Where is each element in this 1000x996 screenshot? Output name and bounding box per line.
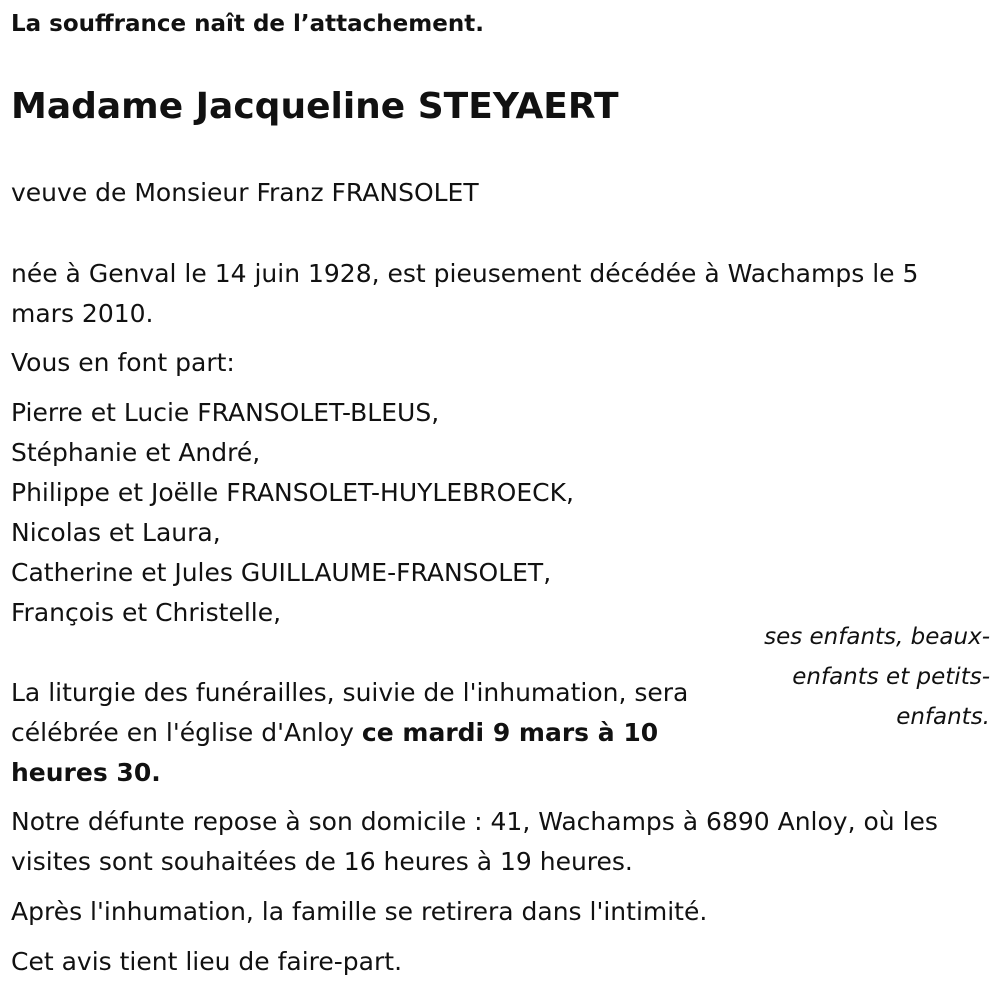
spouse-line: veuve de Monsieur Franz FRANSOLET (11, 178, 479, 207)
after-burial-line: Après l'inhumation, la famille se retirera dans l'intimité. (11, 897, 708, 926)
family-member: Nicolas et Laura, (11, 518, 221, 547)
funeral-line-3 (11, 753, 161, 793)
rest-line-2: visites sont souhaitées de 16 heures à 19 heures. (11, 847, 633, 876)
family-role-line: enfants. (896, 704, 990, 730)
family-member: Pierre et Lucie FRANSOLET-BLEUS, (11, 398, 440, 427)
birth-death-line-2: mars 2010. (11, 299, 154, 328)
funeral-line-2 (11, 713, 658, 753)
family-member: Stéphanie et André, (11, 438, 261, 467)
funeral-line-1: La liturgie des funérailles, suivie de l'inhumation, sera (11, 678, 689, 707)
closing-line: Cet avis tient lieu de faire-part. (11, 947, 403, 976)
rest-line-1: Notre défunte repose à son domicile : 41, Wachamps à 6890 Anloy, où les (11, 807, 938, 836)
family-member: Philippe et Joëlle FRANSOLET-HUYLEBROECK, (11, 478, 574, 507)
epigraph: La souffrance naît de l’attachement. (11, 11, 484, 37)
family-role-line: ses enfants, beaux- (764, 624, 990, 650)
funeral-date: ce mardi 9 mars à 10 (361, 718, 659, 747)
family-role (740, 617, 990, 737)
family-role-line: enfants et petits- (792, 664, 990, 690)
funeral-place: célébrée en l'église d'Anloy (11, 718, 362, 747)
birth-death-line-1: née à Genval le 14 juin 1928, est pieusement décédée à Wachamps le 5 (11, 259, 919, 288)
family-member: François et Christelle, (11, 598, 282, 627)
funeral-time: heures 30. (11, 758, 161, 787)
family-member: Catherine et Jules GUILLAUME-FRANSOLET, (11, 558, 552, 587)
announce-intro: Vous en font part: (11, 348, 235, 377)
deceased-name: Madame Jacqueline STEYAERT (11, 86, 619, 127)
